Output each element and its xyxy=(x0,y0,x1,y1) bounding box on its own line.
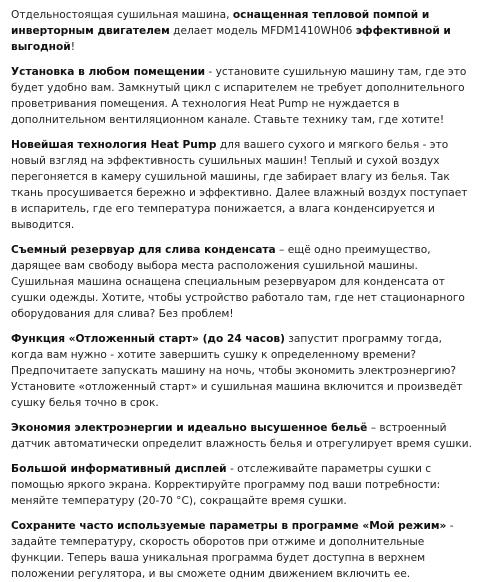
bold-text: Сохраните часто используемые параметры в программе «Мой режим» xyxy=(11,520,447,532)
bold-text: Съемный резервуар для слива конденсата xyxy=(11,244,276,256)
paragraph-display xyxy=(11,461,475,509)
bold-text: Экономия электроэнергии и идеально высушенное бельё xyxy=(11,422,368,434)
bold-text: Новейшая технология Heat Pump xyxy=(11,139,217,151)
bold-text: Функция «Отложенный старт» (до 24 часов) xyxy=(11,333,285,345)
text: - задайте температуру, скорость оборотов при отжиме и дополнительные функции. Теперь ваша уникальная программа будет доступна в верхнем положении регулятора, и вы сможете одним движением включить ее. xyxy=(11,520,454,580)
bold-text: Установка в любом помещении xyxy=(11,66,206,78)
text: - установите сушильную машину там, где это будет удобно вам. Замкнутый цикл с испарителем не требует дополнительного проветривания помещения. А технология Heat Pump не нуждается в дополнительном вентиляционном канале. Ставьте технику там, где хотите! xyxy=(11,66,467,126)
paragraph-install-anywhere xyxy=(11,64,475,128)
paragraph-condensate-tank xyxy=(11,242,475,322)
paragraph-energy-saving xyxy=(11,420,475,452)
text: ! xyxy=(70,41,75,53)
paragraph-delayed-start xyxy=(11,331,475,411)
text: – ещё одно преимущество, дарящее вам свободу выбора места расположения сушильной машины. Сушильная машина оснащена специальным резервуаром для конденсата от сушки одежды. Хотите, чтобы устройство работало там, где нет стационарного оборудования для слива? Без проблем! xyxy=(11,244,465,320)
text: запустит программу тогда, когда вам нужно - хотите завершить сушку к определенному времени? Предпочитаете запускать машину на ночь, чтобы экономить электроэнергию? Установите «отложенный старт» и сушильная машина включится и произведёт сушку белья точно в срок. xyxy=(11,333,463,409)
bold-text: оснащенная тепловой помпой и инверторным двигателем xyxy=(11,9,430,37)
bold-text: Большой информативный дисплей xyxy=(11,463,227,475)
paragraph-intro xyxy=(11,7,475,55)
text: – встроенный датчик автоматически определит влажность белья и отрегулирует время сушки. xyxy=(11,422,472,450)
text: делает модель MFDM1410WH06 xyxy=(169,25,356,37)
bold-text: эффективной и выгодной xyxy=(11,25,451,53)
text: Отдельностоящая сушильная машина, xyxy=(11,9,233,21)
text: для вашего сухого и мягкого белья - это новый взгляд на эффективность сушильных машин! Теплый и сухой воздух перегоняется в камеру сушильной машины, где забирает влагу из белья. Так ткань просушивается бережно и эффективно. Далее влажный воздух поступает в испаритель, где его температура понижается, а влага конденсируется и выводится. xyxy=(11,139,468,231)
text: - отслеживайте параметры сушки с помощью яркого экрана. Корректируйте программу под ваши потребности: меняйте температуру (20-70 °C), сокращайте время сушки. xyxy=(11,463,441,507)
paragraph-heat-pump xyxy=(11,137,475,233)
paragraph-my-mode xyxy=(11,518,475,582)
description-body xyxy=(11,7,475,582)
